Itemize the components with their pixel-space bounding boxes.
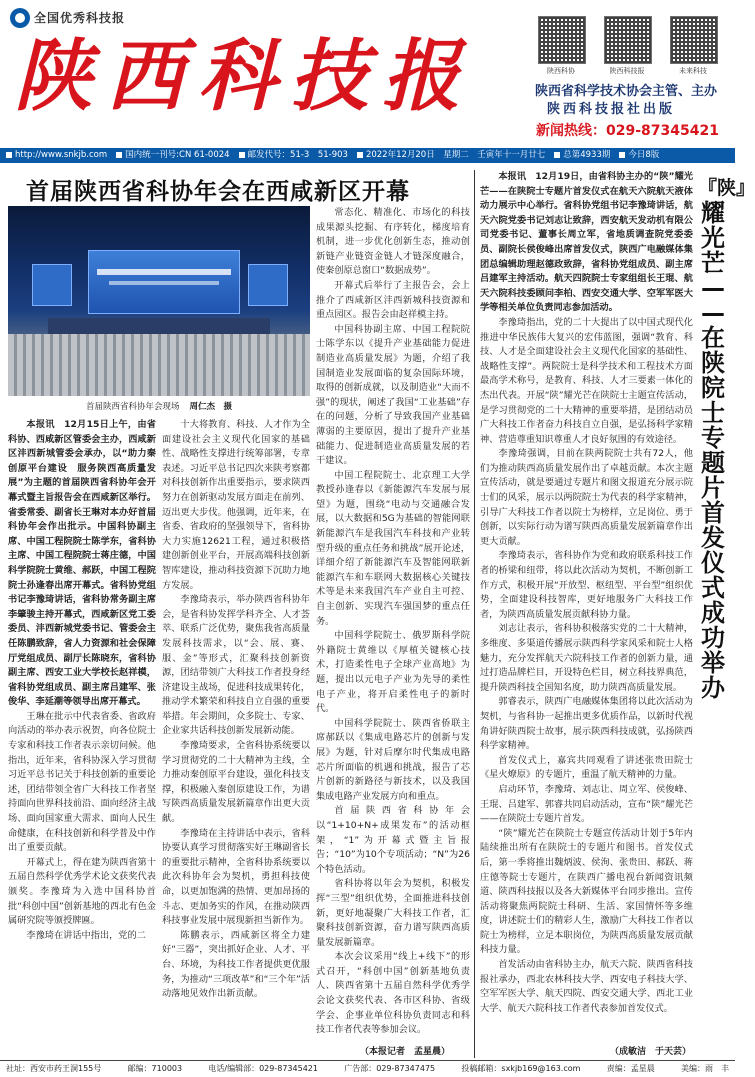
article-paragraph: 本次会议采用“线上+线下”的形式召开，“科创中国”创新基地负责人、陕西省第十五届自然科学优秀学会论文获奖代表、各市区科协、省级学会、企事业单位科协负责同志和科技工作者代表等参加会议。 xyxy=(316,951,470,1036)
footer-phone: 电话/编辑部：029-87345421 xyxy=(208,1064,318,1073)
footer-designer: 美编：雨 丰 xyxy=(680,1064,729,1073)
newspaper-logo-icon xyxy=(10,8,30,28)
article-paragraph: 郭睿表示，陕西广电融媒体集团将以此次活动为契机，与省科协一起推出更多优质作品，以新时代视角讲好陕西院士故事，展示陕西科技成就，弘扬陕西科学家精神。 xyxy=(480,696,693,752)
article-paragraph: 开幕式上，得在建为陕西省第十五届自然科学优秀学术论文获奖代表颁奖。李豫琦为入选中国科协首批“科创中国”创新基地的西北有色金属研究院等颁授牌匾。 xyxy=(8,856,156,927)
publisher-line: 陕西省科学技术协会主管、主办 xyxy=(535,84,718,99)
article-paragraph: 启动环节，李豫琦、刘志让、周立军、侯俊峰、王琨、吕建军、郭睿共同启动活动，宣布“陕”耀光芒——在陕院士专题片首发。 xyxy=(480,783,693,825)
footer-ad: 广告部：029-87347475 xyxy=(344,1064,436,1073)
article-paragraph: 中国科学院院士、陕西省侨联主席郝跃以《集成电路芯片的创新与发展》为题，针对后摩尔时代集成电路芯片所面临的机遇和挑战，报告了芯片创新的新路径与新技术，以及我国集成电路产业发展方向和重点。 xyxy=(316,717,470,802)
issue-number: 总第4933期 xyxy=(554,148,610,163)
article-column xyxy=(316,206,470,1042)
article-byline: （本报记者 孟星晨） xyxy=(360,1047,451,1057)
article-column xyxy=(8,418,156,1058)
article-headline[interactable]: 首届陕西省科协年会在西咸新区开幕 xyxy=(26,179,410,205)
article-column xyxy=(480,170,693,1042)
article-paragraph: 十大将教育、科技、人才作为全面建设社会主义现代化国家的基础性、战略性支撑进行统筹部署，专章表述。习近平总书记四次来陕考察都对科技创新作出重要指示，要求陕西努力在创新驱动发展方面走在前列、迈出更大步伐。他强调，近年来，在省委、省政府的坚强领导下，省科协大力实施12621工程，通过积极搭建创新创业平台，开展高端科技创新智库建设，推动科技资源下沉助力地方发展。 xyxy=(162,419,310,591)
qr-code-icon[interactable] xyxy=(538,16,586,64)
article-paragraph: 王琳在批示中代表省委、省政府向活动的举办表示祝贺，向各位院士专家和科技工作者表示亲切问候。他指出，近年来，省科协深入学习贯彻习近平总书记关于科技创新的重要论述，团结带领全省广大科技工作者坚持面向世界科技前沿、面向经济主战场、面向国家重大需求、面向人民生命健康，在科技创新和科学普及中作出了重要贡献。 xyxy=(8,710,156,854)
article-byline: （成敏洁 于天芸） xyxy=(610,1047,692,1057)
article-paragraph: 刘志让表示，省科协积极落实党的二十大精神，多维度、多渠道传播展示陕西科学家风采和院士人格魅力，充分发挥航天六院科技工作者的创新力量，通过打造品牌栏目，开设特色栏目，树立科技界典范，提升陕西科技全国知名度，助力陕西高质量发展。 xyxy=(480,623,693,693)
article-paragraph: 常态化、精准化、市场化的科技成果源头挖掘、有序转化，梯度培育机制，进一步优化创新生态，推动创新链产业链资金链人才链深度融合，使秦创原总窗口“数据成势”。 xyxy=(316,207,470,277)
article-paragraph: 中国科协副主席、中国工程院院士陈学东以《提升产业基础能力促进制造业高质量发展》为题，介绍了我国制造业发展面临的复杂国际环境，取得的创新成就，以及制造业“大而不强”的现状，阐述了我国“工业基础”存在的问题，分析了导致我国产业基础薄弱的主要原因，提出了提升产业基础能力、促进制造业高质量发展的若干建议。 xyxy=(316,323,470,467)
footer-editor: 责编：孟星晨 xyxy=(606,1064,655,1073)
page-count: 今日8版 xyxy=(619,148,659,163)
news-hotline: 新闻热线：029-87345421 xyxy=(536,123,719,139)
article-paragraph: 李豫琦在讲话中指出，党的二 xyxy=(26,929,146,941)
cn-code: 国内统一刊号:CN 61-0024 xyxy=(116,148,229,163)
article-paragraph: 本报讯 12月15日上午，由省科协、西咸新区管委会主办，西咸新区沣西新城管委会承办，以“助力秦创原平台建设 服务陕西高质量发展”为主题的首届陕西省科协年会开幕式暨主旨报告会在西咸新区举行。省委常委、副省长王琳对本办好首届科协年会作出批示。中国科协副主席、中国工程院院士陈学东，省科协主席、中国工程院院士蒋庄德，中国科学院院士黄维、郝跃，中国工程院院士孙逢春出席开幕式。省科协党组书记李豫琦讲话，省科协常务副主席李肇骏主持开幕式，西咸新区党工委委员、沣西新城党委书记、管委会主任陈鹏致辞，省人力资源和社会保障厅党组成员、副厅长陈晓东，省科协副主席、西安工业大学校长赵祥模，省科协党组成员、副主席吕建军、张俊华、李延潮等领导出席开幕式。 xyxy=(8,419,156,708)
qr-code-icon[interactable] xyxy=(670,16,718,64)
article-paragraph: 陈鹏表示，西咸新区将全力建好“三器”，突出抓好企业、人才、平台、环境，为科技工作者提供更优服务，为推动“三项改革”和“三个年”活动落地见效作出新贡献。 xyxy=(162,929,310,1000)
article-paragraph: 开幕式后举行了主报告会，会上推介了西咸新区沣西新城科技资源和重点园区。报告会由赵祥模主持。 xyxy=(316,279,470,321)
article-paragraph: 李豫琦要求，全省科协系统要以学习贯彻党的二十大精神为主线，全力推动秦创原平台建设，强化科技支撑，积极融入秦创原建设工作，为谱写陕西高质量发展新篇章作出更大贡献。 xyxy=(162,740,310,825)
article-paragraph: 首届陕西省科协年会以“1+10+N+成果发布”的活动框架，“1”为开幕式暨主旨报告；“10”为10个专项活动；“N”为26个特色活动。 xyxy=(316,805,470,875)
article-paragraph: 李豫琦强调，目前在陕两院院士共有72人，他们为推动陕西高质量发展作出了卓越贡献。本次主题宣传活动，就是要通过专题片和图文报道充分展示院士们的风采，展示以两院院士为代表的科学家精神，引导广大科技工作者以院士为榜样，立足岗位、勇于创新，以实际行动为谱写陕西高质量发展新篇章作出更大贡献。 xyxy=(480,448,693,547)
slogan: 全国优秀科技报 xyxy=(34,11,126,25)
article-paragraph: 李豫琦表示，举办陕西省科协年会，是省科协发挥学科齐全、人才荟萃、联系广泛优势，聚焦我省高质量发展科技需求，以“会、展、赛、服、金”等形式，汇聚科技创新资源，团结带领广大科技工作者投身经济建设主战场，促进科技成果转化，推动学术繁荣和科技自立自强的重要举措。年会期间，众多院士、专家、企业家共话科技创新发展新动能。 xyxy=(162,594,310,737)
article-paragraph: 省科协将以年会为契机，积极发挥“三型”组织优势，全面推进科技创新，更好地凝聚广大科技工作者，汇聚科技创新资源，奋力谱写陕西高质量发展新篇章。 xyxy=(316,878,470,948)
footer-address: 社址：西安市药王洞155号 xyxy=(6,1064,102,1073)
article-paragraph: 李豫琦在主持讲话中表示，省科协要认真学习贯彻落实好王琳副省长的重要批示精神，全省科协系统要以此次科协年会为契机，勇担科技使命，以更加饱满的热情、更加昂扬的斗志、更加务实的作风，在推动陕西科技事业发展中展现新担当新作为。 xyxy=(162,827,310,927)
qr-code-icon[interactable] xyxy=(604,16,652,64)
article-column xyxy=(162,418,310,1058)
publisher-line: 陕西科技报社出版 xyxy=(547,102,676,117)
photographer-credit: 周仁杰 摄 xyxy=(189,402,233,412)
vertical-headline[interactable]: 『陕』 耀 光 芒 — — 在 陕 院 士 专 题 片 首 发 仪 式 成 功 举 办 xyxy=(698,177,755,702)
column-divider xyxy=(474,170,475,1058)
qr-label: 未来科技 xyxy=(679,67,707,75)
postal-code: 邮发代号：51-3 51-903 xyxy=(239,148,348,163)
photo-caption: 首届陕西省科协年会现场 周仁杰 摄 xyxy=(85,402,233,412)
article-paragraph: 首发仪式上，嘉宾共同观看了讲述张贵田院士《星火燎原》的专题片，重温了航天精神的力量。 xyxy=(480,754,693,781)
qr-label: 陕西科协 xyxy=(547,67,575,75)
article-paragraph: “陕”耀光芒在陕院士专题宣传活动计划于5年内陆续推出所有在陕院士的专题片和图书。首发仪式后，第一季将推出魏炳波、侯洵、张贵田、郝跃、蒋庄德等院士专题片，在陕西广播电视台新闻资讯频道、陕西科技报以及各大新媒体平台同步推出。宣传活动将聚焦两院院士科研、生活、家国情怀等多维度，讲述院士们的精彩人生，激励广大科技工作者以院士为榜样，立足本职岗位，为陕西高质量发展贡献科技力量。 xyxy=(480,827,693,956)
article-paragraph: 中国工程院院士、北京理工大学教授孙逢春以《新能源汽车发展与展望》为题，围绕“电动与交通融合发展，以大数据和5G为基础的智能网联新能源汽车是我国汽车科技和产业转型升级的重点任务和挑战”展开论述，详细介绍了新能源汽车及智能网联新能源汽车和车联网大数据核心关键技术等是未来我国汽车产业自主可控、自主创新、实现汽车强国梦的重点任务。 xyxy=(316,469,470,627)
article-paragraph: 李豫琦表示，省科协作为党和政府联系科技工作者的桥梁和纽带，将以此次活动为契机，不断创新工作方式，积极开展“开放型、枢纽型、平台型”组织优势，全面建设科技智库，更好地服务广大科技工作者，为陕西高质量发展贡献科协力量。 xyxy=(480,550,693,620)
footer-postcode: 邮编：710003 xyxy=(127,1064,183,1073)
article-paragraph: 李豫琦指出，党的二十大提出了以中国式现代化推进中华民族伟大复兴的宏伟蓝图，强调“教育、科技、人才是全面建设社会主义现代化国家的基础性、战略性支撑”。两院院士是科学技术和工程技术方面最高学术称号，是教育、科技、人才三要素一体化的杰出代表。开展“陕”耀光芒在陕院士主题宣传活动，是学习贯彻党的二十大精神的重要举措，是团结动员广大科技工作者奋力科技自立自强，是弘扬科学家精神、营造尊重知识尊重人才良好氛围的有效途径。 xyxy=(480,316,693,445)
page-footer xyxy=(0,1060,735,1077)
issue-info-bar xyxy=(0,148,735,163)
article-paragraph: 中国科学院院士、俄罗斯科学院外籍院士黄维以《厚植关键核心技术，打造柔性电子全球产业高地》为题，提出以元电子产业为先导的柔性电子产业，将开启柔性电子的新时代。 xyxy=(316,630,470,715)
masthead xyxy=(0,0,735,148)
article-paragraph: 首发活动由省科协主办，航天六院、陕西省科技报社承办，西北农林科技大学、西安电子科技大学、空军军医大学、航天四院、西安交通大学、西北工业大学、航天六院科技工作者代表参加首发仪式。 xyxy=(480,959,693,1014)
conference-photo xyxy=(8,206,310,396)
paper-title: 陕西科技报 xyxy=(14,31,475,122)
footer-email[interactable]: 投稿邮箱：sxkjb169@163.com xyxy=(461,1064,581,1073)
issue-date: 2022年12月20日 星期二 壬寅年十一月廿七 xyxy=(357,148,545,163)
website-link[interactable]: http://www.snkjb.com xyxy=(6,148,107,163)
article-paragraph: 本报讯 12月19日，由省科协主办的“陕”耀光芒——在陕院士专题片首发仪式在航天六院航天液体动力展示中心举行。省科协党组书记李豫琦讲话，航天六院党委书记刘志让致辞，西安航天发动机有限公司党委书记、董事长周立军，省地质调查院党委委员、副院长侯俊峰出席首发仪式，陕西广电融媒体集团总编辑助理赵德政致辞，省科协党组成员、副主席吕建军主持活动。航天四院院士专家组组长王琨、航天六院科技委顾问李柏、西安交通大学、空军军医大学等相关单位负责同志参加活动。 xyxy=(480,171,693,314)
qr-label: 陕西科技报 xyxy=(609,67,645,75)
